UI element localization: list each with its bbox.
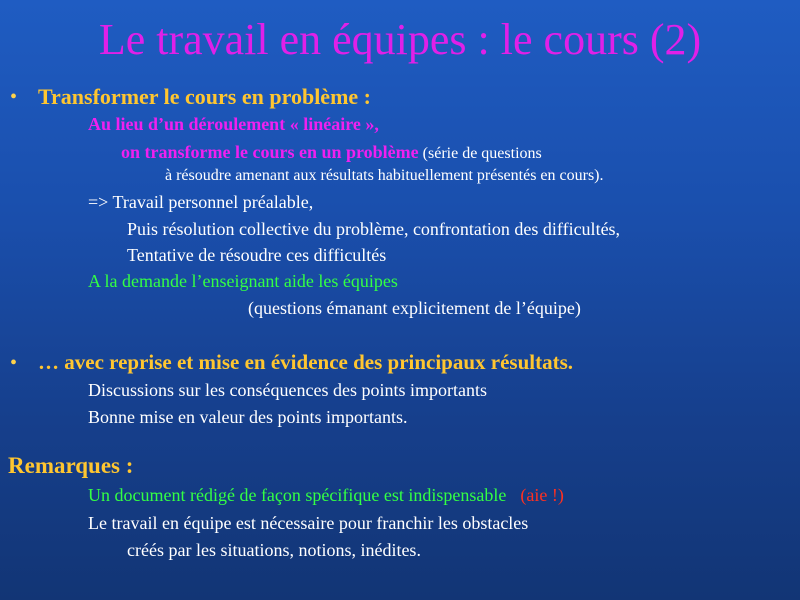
remarques-line1-green: Un document rédigé de façon spécifique est indispensable	[88, 485, 507, 505]
section1-line2-rest: (série de questions	[418, 145, 542, 162]
section1-line1: Au lieu d’un déroulement « linéaire »,	[88, 114, 379, 134]
remarques-line1	[88, 485, 564, 506]
section1-line3: à résoudre amenant aux résultats habituellement présentés en cours).	[165, 167, 604, 184]
remarques-line1-red: (aie !)	[520, 485, 564, 505]
section2-heading: … avec reprise et mise en évidence des principaux résultats.	[38, 350, 574, 374]
section1-line7: A la demande l’enseignant aide les équipes	[88, 271, 398, 291]
section2-line2: Bonne mise en valeur des points importants.	[88, 407, 408, 427]
remarques-line3: créés par les situations, notions, inédites.	[127, 540, 421, 560]
section1-line2-bold: on transforme le cours en un problème	[121, 142, 419, 162]
bullet-2: •	[10, 352, 18, 374]
section1-line5: Puis résolution collective du problème, confrontation des difficultés,	[127, 219, 621, 239]
section1-line8: (questions émanant explicitement de l’équipe)	[248, 298, 581, 318]
remarques-line2: Le travail en équipe est nécessaire pour franchir les obstacles	[88, 513, 529, 533]
slide-title: Le travail en équipes : le cours (2)	[98, 15, 702, 64]
section1-line4: => Travail personnel préalable,	[88, 192, 314, 212]
section1-line6: Tentative de résoudre ces difficultés	[127, 245, 387, 265]
section1-heading: Transformer le cours en problème :	[38, 84, 371, 109]
section2-line1: Discussions sur les conséquences des points importants	[88, 380, 487, 400]
bullet-1: •	[10, 86, 18, 108]
remarques-heading: Remarques :	[8, 453, 134, 478]
section1-line2	[121, 142, 542, 163]
